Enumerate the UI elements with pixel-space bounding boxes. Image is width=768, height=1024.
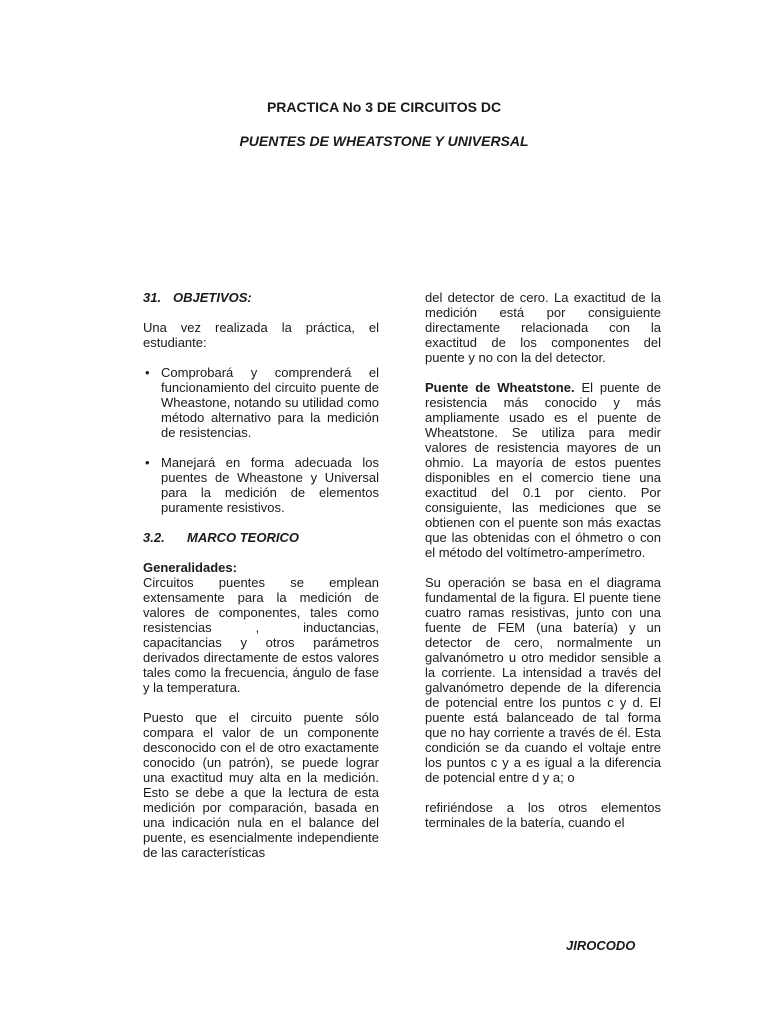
objective-item-2: • Manejará en forma adecuada los puentes de Wheastone y Universal para la medición de elementos puramente resistivos.	[143, 455, 379, 515]
generalities-paragraph-1: Circuitos puentes se emplean extensamente para la medición de valores de componentes, tales como resistencias , inductancias, capacitancias y otros parámetros derivados directamente de estos valores tales como la frecuencia, ángulo de fase y la temperatura.	[143, 575, 379, 695]
terminals-paragraph: refiriéndose a los otros elementos terminales de la batería, cuando el	[425, 800, 661, 830]
framework-heading-text: MARCO TEORICO	[187, 530, 299, 545]
objectives-list-2	[143, 455, 379, 515]
generalities-subheading: Generalidades:	[143, 560, 237, 575]
right-column	[425, 290, 661, 830]
wheatstone-paragraph-text: El puente de resistencia más conocido y más ampliamente usado es el puente de Wheatstone. Se utiliza para medir valores de resistencia mayores de un ohmio. La mayoría de estos puentes disponibles en el comercio tiene una exactitud del 0.1 por ciento. Por consiguiente, las mediciones que se obtienen con el puente son más exactas que las obtenidas con el óhmetro o con el método del voltímetro-amperímetro.	[425, 380, 661, 560]
objective-item-1: • Comprobará y comprenderá el funcionamiento del circuito puente de Wheastone, notando su utilidad como método alternativo para la medición de resistencias.	[143, 365, 379, 440]
objectives-heading-text: OBJETIVOS:	[173, 290, 252, 305]
framework-number: 3.2.	[143, 530, 165, 545]
document-subtitle: PUENTES DE WHEATSTONE Y UNIVERSAL	[239, 133, 529, 149]
objectives-heading	[143, 290, 379, 305]
footer-author: JIROCODO	[566, 938, 636, 953]
framework-heading	[143, 530, 379, 545]
detector-paragraph: del detector de cero. La exactitud de la medición está por consiguiente directamente relacionada con la exactitud de los componentes del puente y no con la del detector.	[425, 290, 661, 365]
left-column	[143, 290, 379, 860]
generalities-paragraph-2: Puesto que el circuito puente sólo compara el valor de un componente desconocido con el de otro exactamente conocido (un patrón), se puede lograr una exactitud muy alta en la medición. Esto se debe a que la lectura de esta medición por comparación, basada en una indicación nula en el balance del puente, es esencialmente independiente de las características	[143, 710, 379, 860]
wheatstone-heading: Puente de Wheatstone.	[425, 380, 575, 395]
document-title: PRACTICA No 3 DE CIRCUITOS DC	[266, 99, 502, 115]
objectives-intro: Una vez realizada la práctica, el estudiante:	[143, 320, 379, 350]
wheatstone-paragraph	[425, 380, 661, 560]
objectives-list	[143, 365, 379, 440]
objectives-number: 31.	[143, 290, 162, 305]
operation-paragraph: Su operación se basa en el diagrama fundamental de la figura. El puente tiene cuatro ramas resistivas, junto con una fuente de FEM (una batería) y un detector de cero, normalmente un galvanómetro u otro medidor sensible a la corriente. La intensidad a través del galvanómetro depende de la diferencia de potencial entre los puntos c y d. El puente está balanceado de tal forma que no hay corriente a través de él. Esta condición se da cuando el voltaje entre los puntos c y a es igual a la diferencia de potencial entre d y a; o	[425, 575, 661, 785]
